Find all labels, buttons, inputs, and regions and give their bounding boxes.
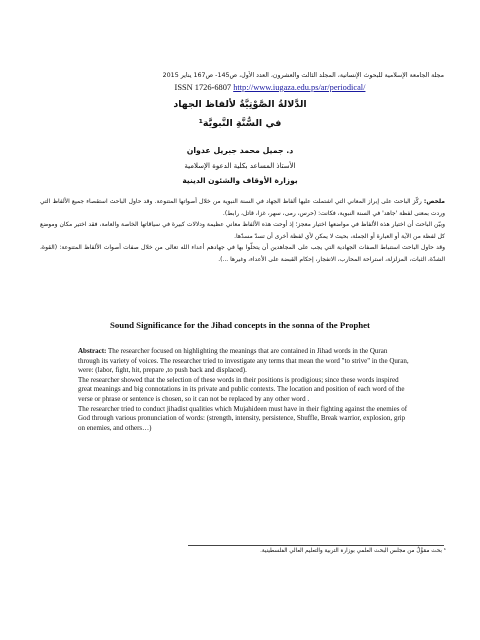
- issn-number: ISSN 1726-6807: [174, 83, 234, 92]
- english-abstract-paragraph: The researcher showed that the selection of these words in their positions is prodigious; since these words inspired great meanings and big connotations in its private and public contexts. The location and position of each word of the verse or phrase or sentence is chosen, so it can not be replaced by any other word .: [78, 375, 405, 403]
- arabic-abstract-text-1: ركّز الباحث على إبراز المعاني التي اشتملت عليها ألفاظ الجهاد في السنة النبوية من خلال أصواتها المتنوعة. وقد حاول الباحث استقصاء جميع الألفاظ التي وردت بمعنى لفظة 'جاهد' في السنة النبوية، فكانت: (حرس، رمى، سهر، غزا، قاتل، رابط).: [40, 198, 445, 217]
- footnote-divider: [188, 545, 444, 546]
- journal-url-link[interactable]: http://www.iugaza.edu.ps/ar/periodical/: [233, 83, 366, 92]
- arabic-abstract: [40, 196, 445, 266]
- arabic-title-line1: الدَّلالةُ الصَّوْتِيَّةُ لألفاظ الجهاد: [173, 99, 307, 110]
- english-abstract-paragraph: The researcher tried to conduct jihadist qualities which Mujahideen must have in their fighting against the enemies of God through various pronunciation of words: (strength, intensity, persistence, Shuffle, Break warrior, explosion, grip on enemies, and others…): [78, 404, 408, 432]
- arabic-title-line2: في السُّنَّةِ النَّبويَّة¹: [198, 118, 282, 129]
- arabic-abstract-paragraph: وبيّن الباحث أن اختيار هذه الألفاظ في مواضعها اختيار معجز؛ إذ أوحت هذه الألفاظ معاني عظيمة ودلالات كبيرة في سياقاتها الخاصة والعامة، فقد اختير مكان وموضع كل لفظة من الآية أو العبارة أو الجملة، بحيث لا يمكن لأي لفظة أخرى أن تسدّ مسدّها.: [40, 221, 445, 240]
- english-abstract-text-1: The researcher focused on highlighting the meanings that are contained in Jihad words in the Quran through its variety of voices. The researcher tried to investigate any terms that mean the word "to strive" in the Quran, were: (labor, fight, hit, prepare ,to push back and displaced).: [78, 347, 409, 375]
- english-abstract-label: Abstract:: [78, 347, 107, 355]
- author-name: د. جميل محمد جبريل عدوان: [186, 146, 294, 155]
- english-abstract: [78, 347, 410, 433]
- arabic-abstract-paragraph: وقد حاول الباحث استنباط الصفات الجهادية التي يجب على المجاهدين أن يتحلّوا بها في جهادهم أعداء الله تعالى من خلال صفات أصوات الألفاظ المتنوعة: (القوة، الشدّة، الثبات، المزلزلة، استراحة المحارب، الانفجار، إحكام القبضة على الأعداء، وغيرها ...).: [40, 244, 445, 263]
- arabic-abstract-label: ملخص:: [423, 198, 445, 205]
- footnote: ¹ بحث ممَوَّلٌ من مجلس البحث العلمي بوزارة التربية والتعليم العالي الفلسطينية.: [260, 548, 446, 554]
- journal-citation: مجلة الجامعة الإسلامية للبحوث الإنسانية، المجلد الثالث والعشرون، العدد الأول، ص145- ص167 يناير 2015: [162, 72, 444, 79]
- arabic-abstract-paragraph: [40, 196, 445, 219]
- issn-line: [140, 83, 400, 93]
- author-affiliation: الأستاذ المساعد بكلية الدعوة الإسلامية: [184, 162, 296, 170]
- english-title: Sound Significance for the Jihad concepts in the sonna of the Prophet: [110, 320, 370, 330]
- english-abstract-paragraph: [78, 347, 410, 376]
- author-ministry: بوزارة الأوقاف والشئون الدينية: [182, 176, 298, 185]
